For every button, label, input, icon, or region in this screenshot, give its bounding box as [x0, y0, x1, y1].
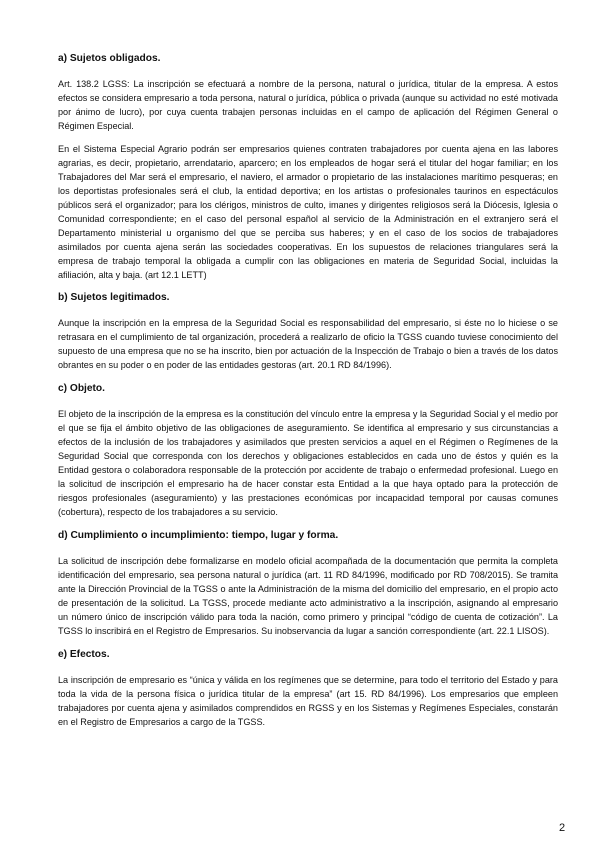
section-heading: d) Cumplimiento o incumplimiento: tiempo, lugar y forma.	[58, 530, 339, 541]
document-page	[58, 52, 558, 739]
section-heading: b) Sujetos legitimados.	[58, 292, 170, 303]
section-sujetos-legitimados	[58, 291, 558, 372]
paragraph: Aunque la inscripción en la empresa de la Seguridad Social es responsabilidad del empresario, si éste no lo hiciese o se retrasara en el cumplimiento de tal organización, procederá a realizarlo de oficio la TGSS cuando tuviese conocimiento del supuesto de una empresa que no se ha inscrito, bien por actuación de la Inspección de Trabajo o bien a través de los datos obrantes en su poder o en poder de las entidades gestoras (art. 20.1 RD 84/1996).	[58, 318, 558, 370]
section-efectos	[58, 648, 558, 729]
paragraph: El objeto de la inscripción de la empresa es la constitución del vínculo entre la empresa y la Seguridad Social y el medio por el que se fija el ámbito objetivo de las obligaciones de aseguramiento. Se identifica al empresario y sus circunstancias a efectos de la inclusión de los trabajadores y asimilados que presten servicios a aquel en el Régimen o Regímenes de la Seguridad Social que corresponda con los derechos y obligaciones establecidos en cada uno de éstos y quién es la Entidad gestora o colaboradora responsable de la protección por accidente de trabajo o enfermedad profesional. Luego en la solicitud de inscripción el empresario ha de hacer constar esta Entidad a la que haya optado para la protección de riesgos profesionales (aseguramiento) y las prestaciones económicas por incapacidad temporal por causas comunes (cobertura), respecto de los trabajadores a su servicio.	[58, 409, 558, 517]
paragraph: Art. 138.2 LGSS: La inscripción se efectuará a nombre de la persona, natural o jurídica, titular de la empresa. A estos efectos se considera empresario a toda persona, natural o jurídica, pública o privada (aunque su actividad no esté motivada por ánimo de lucro), por cuya cuenta trabajen personas incluidas en el campo de aplicación del Régimen General o Régimen Especial.	[58, 79, 558, 131]
section-cumplimiento	[58, 529, 558, 638]
page-number: 2	[559, 822, 566, 834]
section-sujetos-obligados	[58, 52, 558, 282]
paragraph: En el Sistema Especial Agrario podrán ser empresarios quienes contraten trabajadores por cuenta ajena en las labores agrarias, es decir, propietario, arrendatario, aparcero; en los empleados de hogar será el titular del hogar familiar; en los Trabajadores del Mar será el empresario, el naviero, el armador o propietario de las instalaciones marítimo pesqueras; en los deportistas profesionales será el club, la entidad deportiva; en los artistas o profesionales taurinos en espectáculos públicos será el organizador; para los clérigos, ministros de culto, imanes y dirigentes religiosos será la Diócesis, Iglesia o Comunidad correspondiente; en el caso del personal español al servicio de la Administración en el extranjero será el Departamento ministerial u organismo del que se perciba sus haberes; y en el caso de los socios de trabajadores asimilados por cuenta ajena serán las sociedades cooperativas. En los supuestos de relaciones triangulares será la empresa de trabajo temporal la obligada a cumplir con las obligaciones en materia de Seguridad Social, incluidas la afiliación, alta y baja. (art 12.1 LETT)	[58, 144, 558, 280]
section-heading: a) Sujetos obligados.	[58, 53, 161, 64]
section-heading: c) Objeto.	[58, 383, 105, 394]
paragraph: La inscripción de empresario es “única y válida en los regímenes que se determine, para todo el territorio del Estado y para toda la vida de la persona física o jurídica titular de la empresa” (art 15. RD 84/1996). Los empresarios que empleen trabajadores por cuenta ajena y asimilados comprendidos en RGSS y en los Sistemas y Regímenes Especiales, constarán en el Registro de Empresarios a cargo de la TGSS.	[58, 675, 558, 727]
section-objeto	[58, 382, 558, 519]
paragraph: La solicitud de inscripción debe formalizarse en modelo oficial acompañada de la documentación que permita la completa identificación del empresario, sea persona natural o jurídica (art. 11 RD 84/1996, modificado por RD 708/2015). Se tramita ante la Dirección Provincial de la TGSS o ante la Administración de la misma del domicilio del empresario, en el propio acto de presentación de la solicitud. La TGSS, procede mediante acto administrativo a la inscripción, asignando al empresario un número único de inscripción válido para toda la nación, como primero y principal “código de cuenta de cotización”. La TGSS lo inscribirá en el Registro de Empresarios. Su inobservancia da lugar a sanción correspondiente (art. 22.1 LISOS).	[58, 556, 558, 636]
section-heading: e) Efectos.	[58, 649, 110, 660]
